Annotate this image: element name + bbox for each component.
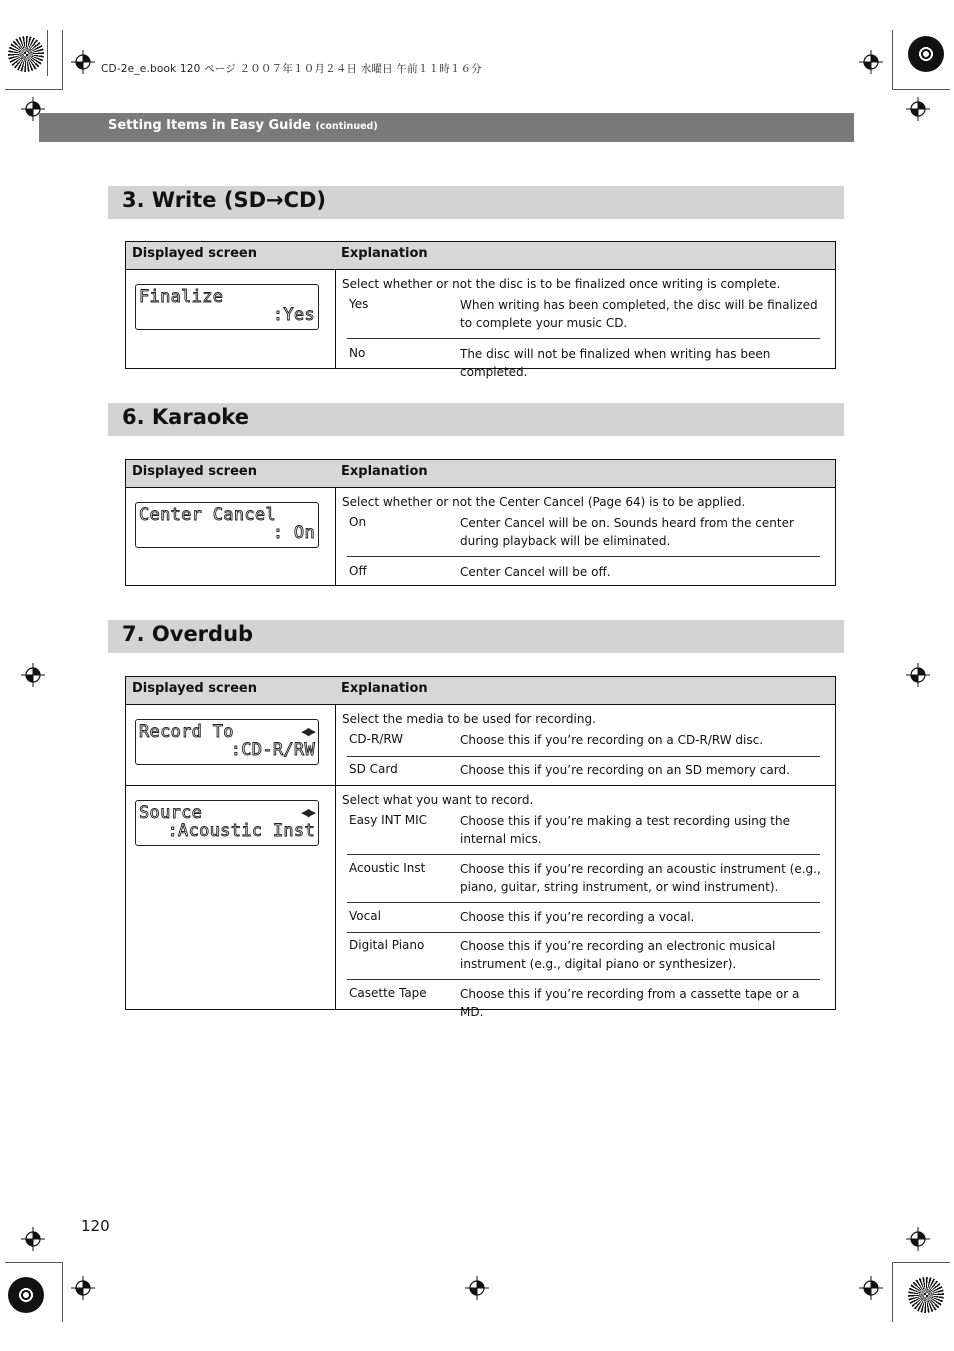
- option-separator: [347, 902, 820, 903]
- option-key: CD-R/RW: [349, 732, 404, 746]
- crop-line: [5, 89, 63, 90]
- table-row: [126, 488, 835, 585]
- lcd-line-2: :Yes: [272, 305, 315, 325]
- lcd-display: [135, 800, 319, 846]
- section-title: 6. Karaoke: [122, 405, 249, 429]
- table-header: [126, 677, 835, 705]
- option-desc: Choose this if you’re recording on a CD-R/RW disc.: [460, 733, 764, 747]
- option-row: [347, 762, 820, 780]
- crosshair-mark-top-right: [859, 50, 883, 74]
- registration-burst-top-right: [908, 36, 944, 72]
- option-desc: Choose this if you’re recording an acoustic instrument (e.g., piano, guitar, string instrument, or wind instrument).: [460, 862, 821, 894]
- table-header: [126, 460, 835, 488]
- option-desc: Choose this if you’re recording from a cassette tape or a MD.: [460, 987, 800, 1019]
- table-row: [126, 270, 835, 379]
- option-row: [347, 732, 820, 750]
- lcd-line-1: Finalize: [139, 287, 224, 307]
- section-title: 7. Overdub: [122, 622, 254, 646]
- option-row: [347, 909, 820, 927]
- table-row: [126, 705, 835, 785]
- crosshair-mark-bottom-left: [71, 1276, 95, 1300]
- option-key: Casette Tape: [349, 986, 427, 1000]
- option-key: Acoustic Inst: [349, 861, 426, 875]
- running-head: [39, 113, 854, 142]
- row-intro: Select what you want to record.: [342, 793, 534, 807]
- option-row: [347, 938, 820, 974]
- registration-burst-top-left: [8, 36, 44, 72]
- running-head-continued: (continued): [315, 121, 378, 132]
- crop-line: [892, 1262, 950, 1263]
- option-key: On: [349, 515, 367, 529]
- lcd-display: [135, 719, 319, 765]
- section-heading-karaoke: [108, 403, 844, 436]
- lcd-line-2: :CD-R/RW: [230, 740, 315, 760]
- crop-line: [5, 1262, 63, 1263]
- lcd-cursor-arrows-icon: ◀▶: [301, 725, 314, 738]
- running-head-title-text: Setting Items in Easy Guide: [108, 118, 311, 133]
- option-key: Off: [349, 564, 367, 578]
- crosshair-mark-bottom-right: [859, 1276, 883, 1300]
- option-desc: Choose this if you’re making a test recording using the internal mics.: [460, 814, 790, 846]
- option-desc: Choose this if you’re recording on an SD memory card.: [460, 763, 790, 777]
- header-explanation: Explanation: [341, 464, 428, 479]
- lcd-line-1: Record To: [139, 722, 234, 742]
- option-key: Yes: [349, 297, 369, 311]
- page-number: 120: [81, 1217, 110, 1235]
- crosshair-mark-left-bottom: [21, 1227, 45, 1251]
- crop-line: [47, 30, 48, 76]
- header-explanation: Explanation: [341, 246, 428, 261]
- crop-line: [892, 1262, 893, 1322]
- option-row: [347, 346, 820, 379]
- lcd-display: [135, 502, 319, 548]
- lcd-line-1: Source: [139, 803, 203, 823]
- crosshair-mark-bottom-center: [465, 1276, 489, 1300]
- option-row: [347, 515, 820, 551]
- option-row: [347, 813, 820, 849]
- option-desc: When writing has been completed, the disc will be finalized to complete your music CD.: [460, 298, 818, 330]
- row-intro: Select whether or not the disc is to be finalized once writing is complete.: [342, 277, 781, 291]
- crop-line: [892, 30, 893, 90]
- crosshair-mark-right-top: [906, 97, 930, 121]
- table-header: [126, 242, 835, 270]
- option-key: SD Card: [349, 762, 398, 776]
- file-header: CD-2e_e.book 120 ページ ２００７年１０月２４日 水曜日 午前１１時１６分: [101, 63, 483, 75]
- option-desc: The disc will not be finalized when writing has been completed.: [460, 347, 771, 379]
- header-displayed-screen: Displayed screen: [132, 681, 257, 696]
- option-key: No: [349, 346, 366, 360]
- lcd-line-1: Center Cancel: [139, 505, 276, 525]
- row-intro: Select whether or not the Center Cancel (Page 64) is to be applied.: [342, 495, 746, 509]
- registration-burst-bottom-left: [8, 1277, 44, 1313]
- option-separator: [347, 756, 820, 757]
- table-row: [126, 785, 835, 1019]
- option-desc: Center Cancel will be on. Sounds heard from the center during playback will be eliminated.: [460, 516, 794, 548]
- lcd-cursor-arrows-icon: ◀▶: [301, 806, 314, 819]
- option-row: [347, 986, 820, 1019]
- crosshair-mark-left-middle: [21, 663, 45, 687]
- section-heading-overdub: [108, 620, 844, 653]
- crosshair-mark-right-bottom: [906, 1227, 930, 1251]
- option-desc: Choose this if you’re recording an electronic musical instrument (e.g., digital piano or synthesizer).: [460, 939, 776, 971]
- crop-line: [62, 1262, 63, 1322]
- crop-line: [62, 30, 63, 90]
- option-separator: [347, 556, 820, 557]
- option-desc: Choose this if you’re recording a vocal.: [460, 910, 695, 924]
- crop-line: [892, 89, 950, 90]
- settings-table-overdub: [125, 676, 836, 1019]
- lcd-display: [135, 284, 319, 330]
- header-displayed-screen: Displayed screen: [132, 464, 257, 479]
- option-separator: [347, 854, 820, 855]
- crosshair-mark-top: [71, 50, 95, 74]
- section-title: 3. Write (SD→CD): [122, 188, 327, 212]
- option-separator: [347, 979, 820, 980]
- header-displayed-screen: Displayed screen: [132, 246, 257, 261]
- settings-table-karaoke: [125, 459, 836, 586]
- option-row: [347, 564, 820, 582]
- option-key: Digital Piano: [349, 938, 425, 952]
- option-desc: Center Cancel will be off.: [460, 565, 611, 579]
- row-intro: Select the media to be used for recording.: [342, 712, 596, 726]
- lcd-line-2: :Acoustic Inst: [167, 821, 315, 841]
- option-key: Vocal: [349, 909, 381, 923]
- settings-table-write: [125, 241, 836, 379]
- section-heading-write: [108, 186, 844, 219]
- option-row: [347, 297, 820, 333]
- crosshair-mark-right-middle: [906, 663, 930, 687]
- header-explanation: Explanation: [341, 681, 428, 696]
- option-row: [347, 861, 820, 897]
- lcd-line-2: : On: [272, 523, 315, 543]
- option-separator: [347, 338, 820, 339]
- registration-burst-bottom-right: [908, 1277, 944, 1313]
- running-head-title: [108, 118, 378, 133]
- option-separator: [347, 932, 820, 933]
- option-key: Easy INT MIC: [349, 813, 428, 827]
